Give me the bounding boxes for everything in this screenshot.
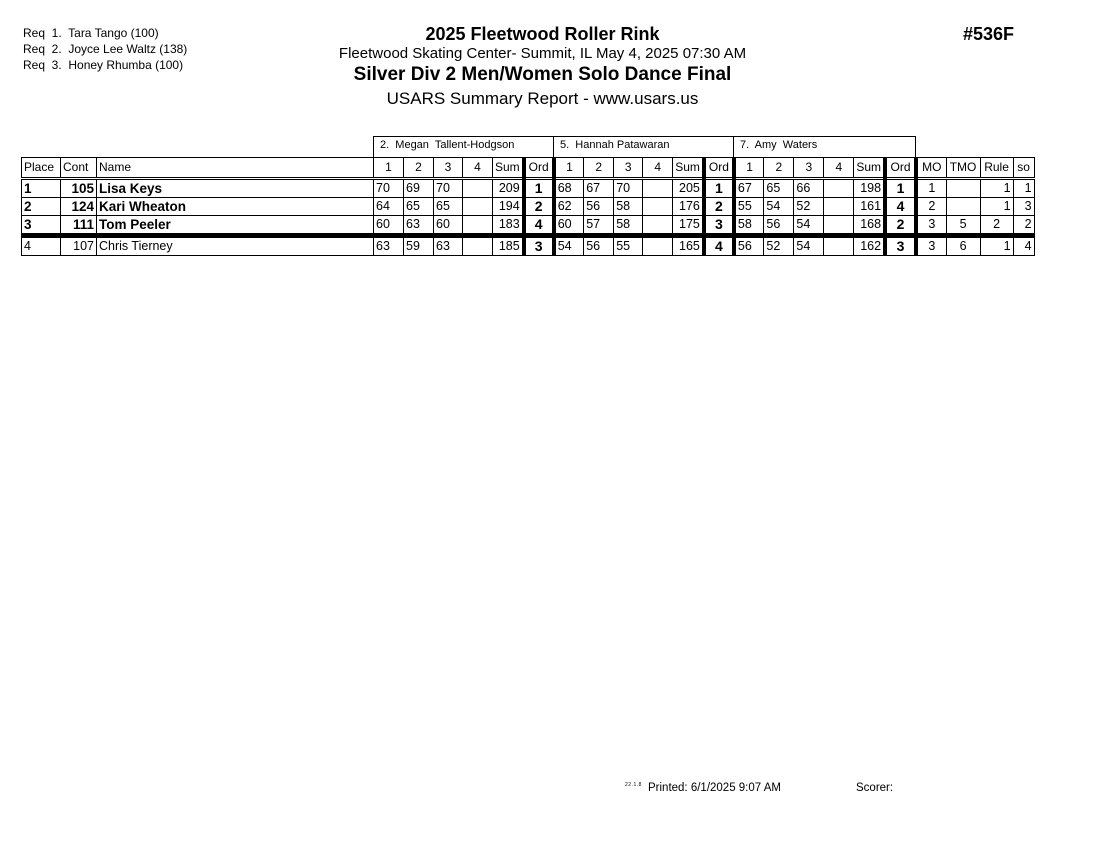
score-cell (643, 236, 673, 256)
rule-cell: 1 (980, 179, 1013, 198)
score-cell: 54 (794, 216, 824, 236)
score-cell (824, 179, 854, 198)
score-cell: 64 (374, 198, 404, 216)
judge-header-3 (733, 136, 916, 158)
col-j1-sum: Sum (493, 158, 524, 179)
col-j2-1: 1 (554, 158, 584, 179)
score-cell: 67 (734, 179, 764, 198)
ord-cell: 4 (524, 216, 554, 236)
requirement-1: Req 1. Tara Tango (100) (23, 26, 159, 40)
score-cell (463, 216, 493, 236)
judge-header-2 (553, 136, 734, 158)
sum-cell: 183 (493, 216, 524, 236)
ord-cell: 1 (704, 179, 734, 198)
mo-cell: 3 (916, 236, 946, 256)
score-cell: 60 (554, 216, 584, 236)
rule-cell: 1 (980, 198, 1013, 216)
judge-header-1 (373, 136, 554, 158)
sum-cell: 162 (854, 236, 885, 256)
version-label: 22.1.8 (625, 782, 642, 788)
col-mo: MO (916, 158, 946, 179)
table-row (22, 236, 1035, 256)
score-cell: 63 (374, 236, 404, 256)
name-cell: Chris Tierney (97, 236, 374, 256)
col-j1-ord: Ord (524, 158, 554, 179)
score-cell: 70 (614, 179, 643, 198)
score-cell: 68 (554, 179, 584, 198)
col-rule: Rule (980, 158, 1013, 179)
sum-cell: 175 (673, 216, 704, 236)
place-cell: 3 (22, 216, 61, 236)
score-cell (643, 179, 673, 198)
score-cell: 56 (584, 236, 614, 256)
ord-cell: 2 (885, 216, 916, 236)
sum-cell: 185 (493, 236, 524, 256)
score-cell (643, 198, 673, 216)
sum-cell: 194 (493, 198, 524, 216)
score-cell (824, 198, 854, 216)
name-cell: Lisa Keys (97, 179, 374, 198)
col-j3-3: 3 (794, 158, 824, 179)
table-row (22, 216, 1035, 236)
sum-cell: 209 (493, 179, 524, 198)
column-header-row (22, 158, 1035, 179)
col-j3-ord: Ord (885, 158, 916, 179)
col-name: Name (97, 158, 374, 179)
col-j1-2: 2 (404, 158, 434, 179)
name-cell: Tom Peeler (97, 216, 374, 236)
score-cell: 65 (404, 198, 434, 216)
ord-cell: 3 (524, 236, 554, 256)
score-cell: 69 (404, 179, 434, 198)
rule-cell: 1 (980, 236, 1013, 256)
col-j1-4: 4 (463, 158, 493, 179)
cont-cell: 105 (61, 179, 97, 198)
tmo-cell (946, 179, 980, 198)
so-cell: 2 (1013, 216, 1034, 236)
col-so: so (1013, 158, 1034, 179)
mo-cell: 2 (916, 198, 946, 216)
table-row (22, 179, 1035, 198)
ord-cell: 2 (704, 198, 734, 216)
ord-cell: 3 (885, 236, 916, 256)
judge-name: 5. Hannah Patawaran (560, 139, 670, 151)
mo-cell: 1 (916, 179, 946, 198)
so-cell: 1 (1013, 179, 1034, 198)
sum-cell: 161 (854, 198, 885, 216)
score-cell: 63 (404, 216, 434, 236)
score-cell: 52 (764, 236, 794, 256)
score-cell: 54 (764, 198, 794, 216)
col-j1-3: 3 (434, 158, 463, 179)
score-cell: 58 (734, 216, 764, 236)
rule-cell: 2 (980, 216, 1013, 236)
mo-cell: 3 (916, 216, 946, 236)
place-cell: 2 (22, 198, 61, 216)
score-cell: 55 (734, 198, 764, 216)
score-cell: 70 (374, 179, 404, 198)
col-j3-1: 1 (734, 158, 764, 179)
cont-cell: 107 (61, 236, 97, 256)
competition-title: 2025 Fleetwood Roller Rink (425, 24, 660, 44)
score-cell (463, 198, 493, 216)
ord-cell: 1 (524, 179, 554, 198)
printed-timestamp: Printed: 6/1/2025 9:07 AM (648, 782, 781, 794)
tmo-cell (946, 198, 980, 216)
table-row (22, 198, 1035, 216)
score-cell (824, 236, 854, 256)
col-j3-2: 2 (764, 158, 794, 179)
col-j3-sum: Sum (854, 158, 885, 179)
ord-cell: 3 (704, 216, 734, 236)
score-cell: 52 (794, 198, 824, 216)
col-tmo: TMO (946, 158, 980, 179)
score-cell: 67 (584, 179, 614, 198)
score-cell: 59 (404, 236, 434, 256)
col-j2-ord: Ord (704, 158, 734, 179)
place-cell: 1 (22, 179, 61, 198)
name-cell: Kari Wheaton (97, 198, 374, 216)
sum-cell: 168 (854, 216, 885, 236)
score-cell: 70 (434, 179, 463, 198)
score-cell: 56 (764, 216, 794, 236)
score-cell: 58 (614, 198, 643, 216)
scorer-label: Scorer: (856, 782, 894, 794)
score-cell: 56 (584, 198, 614, 216)
cont-cell: 124 (61, 198, 97, 216)
score-cell: 63 (434, 236, 463, 256)
col-j2-3: 3 (614, 158, 643, 179)
col-j2-2: 2 (584, 158, 614, 179)
tmo-cell: 5 (946, 216, 980, 236)
score-cell: 60 (434, 216, 463, 236)
score-cell: 62 (554, 198, 584, 216)
judge-name: 2. Megan Tallent-Hodgson (380, 139, 515, 151)
score-cell: 58 (614, 216, 643, 236)
score-cell: 54 (794, 236, 824, 256)
sum-cell: 198 (854, 179, 885, 198)
place-cell: 4 (22, 236, 61, 256)
score-cell: 66 (794, 179, 824, 198)
event-number: #536F (963, 24, 1015, 44)
col-j1-1: 1 (374, 158, 404, 179)
tmo-cell: 6 (946, 236, 980, 256)
score-cell: 56 (734, 236, 764, 256)
results-table (21, 157, 1035, 256)
venue-line: Fleetwood Skating Center- Summit, IL May 4, 2025 07:30 AM (338, 45, 747, 62)
ord-cell: 2 (524, 198, 554, 216)
so-cell: 4 (1013, 236, 1034, 256)
score-cell: 57 (584, 216, 614, 236)
judge-name: 7. Amy Waters (740, 139, 818, 151)
report-name: USARS Summary Report - www.usars.us (386, 89, 699, 108)
sum-cell: 165 (673, 236, 704, 256)
score-cell: 65 (434, 198, 463, 216)
score-cell (463, 236, 493, 256)
col-j3-4: 4 (824, 158, 854, 179)
requirement-2: Req 2. Joyce Lee Waltz (138) (23, 42, 188, 56)
ord-cell: 4 (885, 198, 916, 216)
score-cell: 65 (764, 179, 794, 198)
col-j2-sum: Sum (673, 158, 704, 179)
ord-cell: 1 (885, 179, 916, 198)
score-cell: 60 (374, 216, 404, 236)
score-cell (463, 179, 493, 198)
score-cell: 55 (614, 236, 643, 256)
score-cell (643, 216, 673, 236)
sum-cell: 205 (673, 179, 704, 198)
score-cell: 54 (554, 236, 584, 256)
col-place: Place (22, 158, 61, 179)
so-cell: 3 (1013, 198, 1034, 216)
requirement-3: Req 3. Honey Rhumba (100) (23, 58, 184, 72)
cont-cell: 111 (61, 216, 97, 236)
col-j2-4: 4 (643, 158, 673, 179)
score-cell (824, 216, 854, 236)
event-name: Silver Div 2 Men/Women Solo Dance Final (353, 64, 732, 85)
col-cont: Cont (61, 158, 97, 179)
sum-cell: 176 (673, 198, 704, 216)
ord-cell: 4 (704, 236, 734, 256)
